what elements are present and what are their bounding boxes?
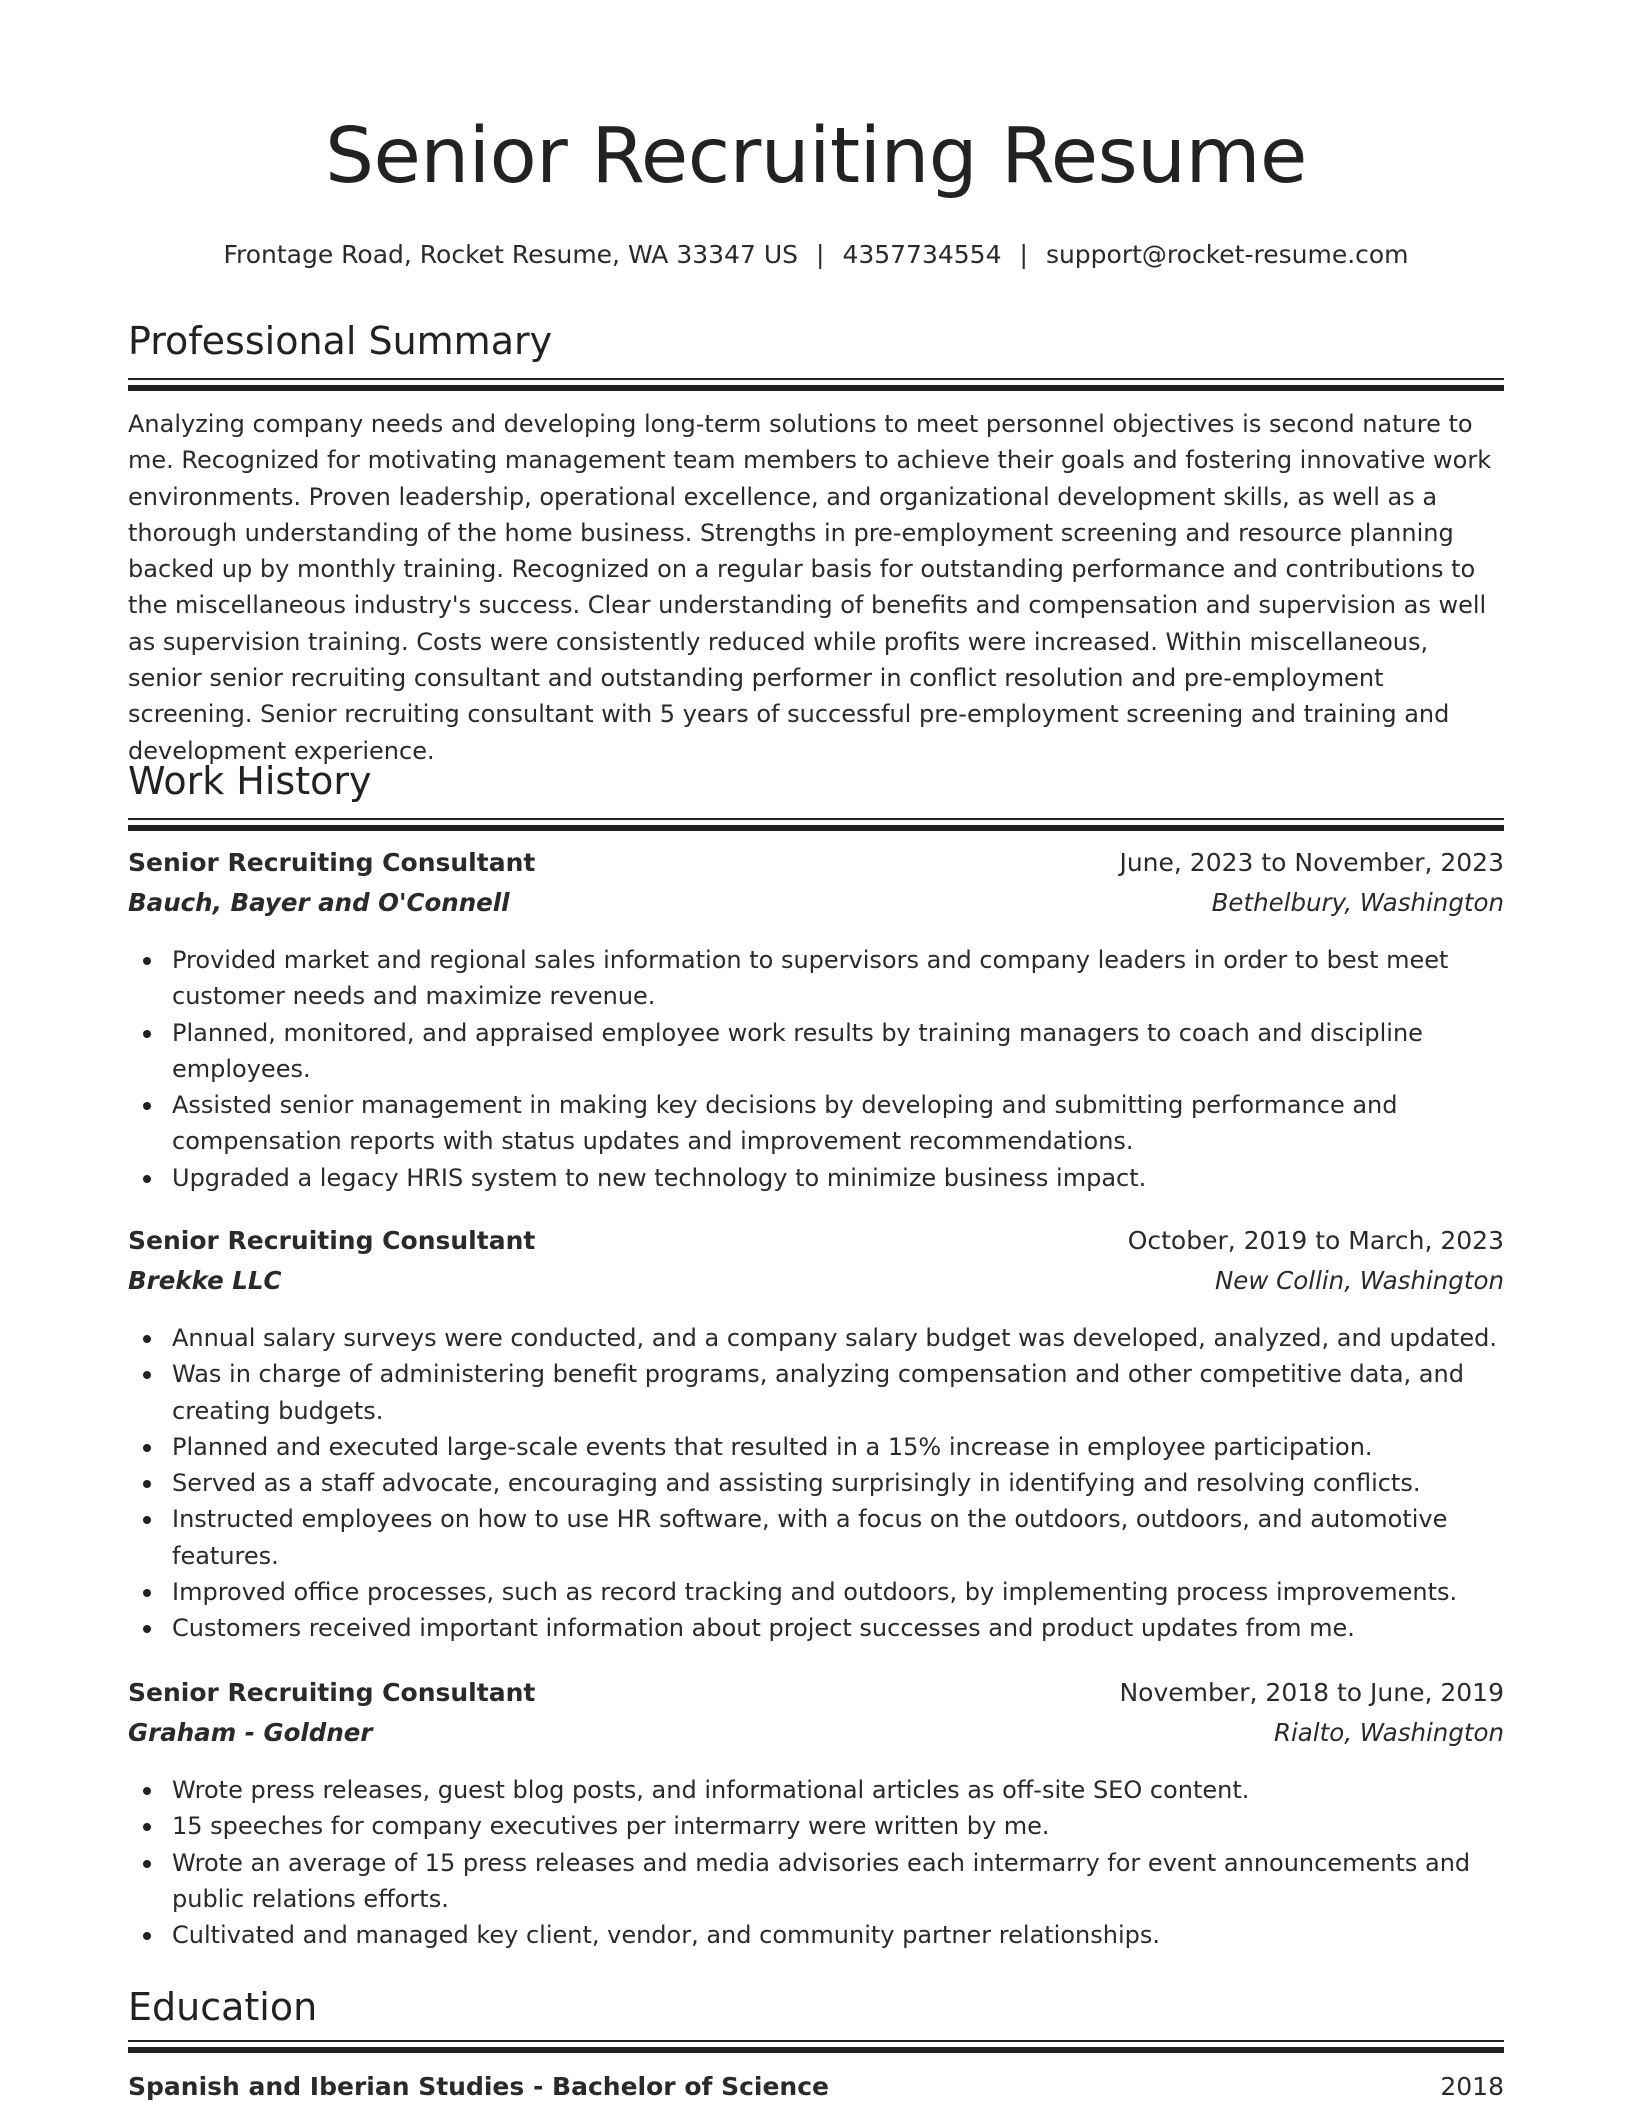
- job-bullet: Planned and executed large-scale events that resulted in a 15% increase in employee participation.: [128, 1429, 1504, 1465]
- job-bullets: [128, 942, 1504, 1196]
- job-title: Senior Recruiting Consultant: [128, 848, 536, 877]
- education-year: 2018: [1440, 2072, 1504, 2101]
- job-company: Bauch, Bayer and O'Connell: [128, 888, 510, 917]
- job-title: Senior Recruiting Consultant: [128, 1226, 536, 1255]
- contact-separator: |: [1019, 240, 1028, 269]
- job-entry: [128, 848, 1504, 1196]
- contact-email: support@rocket-resume.com: [1045, 240, 1409, 269]
- job-bullet: Customers received important information about project successes and product updates from me.: [128, 1610, 1504, 1646]
- job-bullets: [128, 1772, 1504, 1953]
- resume-title: Senior Recruiting Resume: [325, 112, 1307, 201]
- summary-heading: Professional Summary: [128, 319, 553, 363]
- job-entry: [128, 1226, 1504, 1647]
- job-company: Brekke LLC: [128, 1266, 282, 1295]
- contact-phone: 4357734554: [842, 240, 1002, 269]
- job-dates: November, 2018 to June, 2019: [1119, 1678, 1504, 1707]
- contact-separator: |: [816, 240, 825, 269]
- job-location: Rialto, Washington: [1273, 1718, 1504, 1747]
- contact-line: [128, 240, 1504, 269]
- education-divider: [128, 2040, 1504, 2054]
- education-heading: Education: [128, 1985, 318, 2029]
- job-title: Senior Recruiting Consultant: [128, 1678, 536, 1707]
- job-dates: June, 2023 to November, 2023: [1119, 848, 1504, 877]
- job-bullet: Annual salary surveys were conducted, and a company salary budget was developed, analyzed, and updated.: [128, 1320, 1504, 1356]
- job-bullet: Served as a staff advocate, encouraging and assisting surprisingly in identifying and resolving conflicts.: [128, 1465, 1504, 1501]
- job-bullet: Was in charge of administering benefit programs, analyzing compensation and other competitive data, and creating budgets.: [128, 1356, 1504, 1429]
- job-location: Bethelbury, Washington: [1211, 888, 1504, 917]
- job-bullet: Assisted senior management in making key decisions by developing and submitting performance and compensation reports with status updates and improvement recommendations.: [128, 1087, 1504, 1160]
- job-dates: October, 2019 to March, 2023: [1127, 1226, 1504, 1255]
- job-bullet: Planned, monitored, and appraised employee work results by training managers to coach and discipline employees.: [128, 1015, 1504, 1088]
- work-history-heading: Work History: [128, 759, 372, 803]
- education-degree: Spanish and Iberian Studies - Bachelor of Science: [128, 2072, 830, 2101]
- job-location: New Collin, Washington: [1214, 1266, 1504, 1295]
- job-bullet: Instructed employees on how to use HR software, with a focus on the outdoors, outdoors, and automotive features.: [128, 1501, 1504, 1574]
- job-company: Graham - Goldner: [128, 1718, 373, 1747]
- education-entry: [128, 2072, 1504, 2112]
- job-bullet: Improved office processes, such as record tracking and outdoors, by implementing process improvements.: [128, 1574, 1504, 1610]
- job-bullet: Wrote press releases, guest blog posts, and informational articles as off-site SEO content.: [128, 1772, 1504, 1808]
- summary-divider: [128, 378, 1504, 392]
- work-history-divider: [128, 818, 1504, 832]
- summary-text: Analyzing company needs and developing long-term solutions to meet personnel objectives is second nature to me. Recognized for motivating management team members to achieve their goals and fostering innovative work environments. Proven leadership, operational excellence, and organizational development skills, as well as a thorough understanding of the home business. Strengths in pre-employment screening and resource planning backed up by monthly training. Recognized on a regular basis for outstanding performance and contributions to the miscellaneous industry's success. Clear understanding of benefits and compensation and supervision as well as supervision training. Costs were consistently reduced while profits were increased. Within miscellaneous, senior senior recruiting consultant and outstanding performer in conflict resolution and pre-employment screening. Senior recruiting consultant with 5 years of successful pre-employment screening and training and development experience.: [128, 410, 1492, 765]
- job-bullet: 15 speeches for company executives per intermarry were written by me.: [128, 1808, 1504, 1844]
- job-entry: [128, 1678, 1504, 1953]
- job-bullet: Cultivated and managed key client, vendor, and community partner relationships.: [128, 1917, 1504, 1953]
- job-bullet: Upgraded a legacy HRIS system to new technology to minimize business impact.: [128, 1160, 1504, 1196]
- job-bullets: [128, 1320, 1504, 1647]
- job-bullet: Wrote an average of 15 press releases and media advisories each intermarry for event announcements and public relations efforts.: [128, 1845, 1504, 1918]
- job-bullet: Provided market and regional sales information to supervisors and company leaders in order to best meet customer needs and maximize revenue.: [128, 942, 1504, 1015]
- contact-address: Frontage Road, Rocket Resume, WA 33347 US: [223, 240, 798, 269]
